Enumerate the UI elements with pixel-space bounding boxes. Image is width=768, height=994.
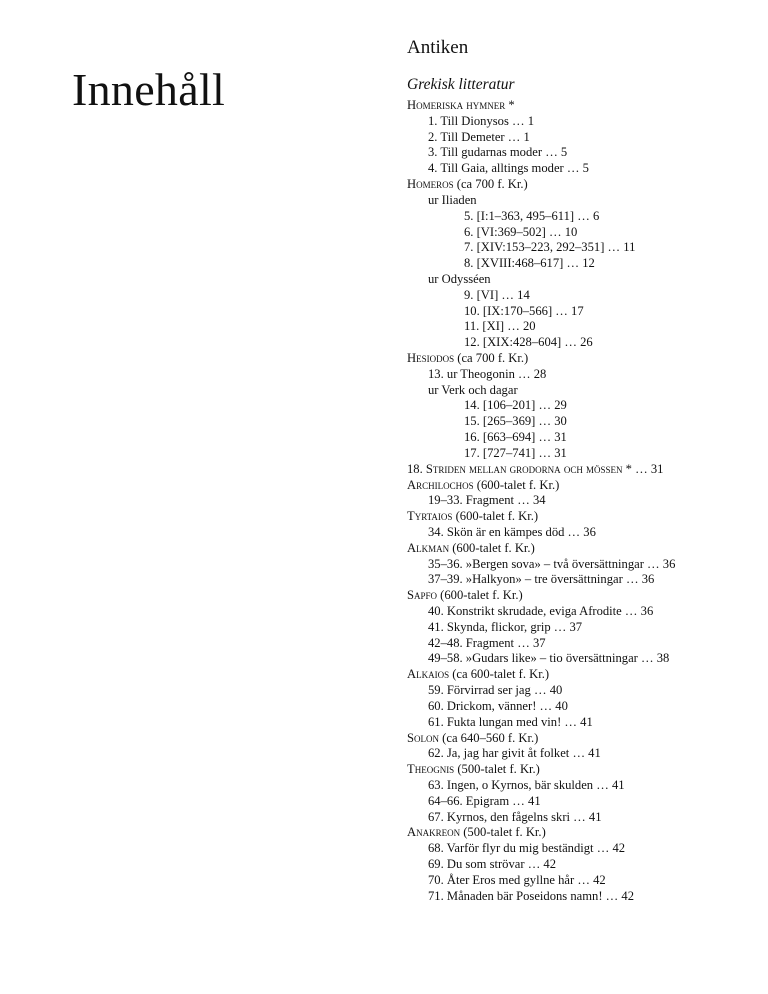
toc-entry-text: 68. Varför flyr du mig beständigt … 42 bbox=[428, 841, 626, 856]
toc-entry-number: 18. bbox=[407, 461, 426, 476]
toc-entry bbox=[407, 620, 752, 636]
toc-entry-text: 2. Till Demeter … 1 bbox=[428, 129, 530, 144]
toc-entry-text: 71. Månaden bär Poseidons namn! … 42 bbox=[428, 888, 635, 903]
toc-entry bbox=[407, 319, 752, 335]
toc-author-entry bbox=[407, 541, 752, 557]
toc-entry bbox=[407, 699, 752, 715]
toc-entry bbox=[407, 193, 752, 209]
toc-entry bbox=[407, 746, 752, 762]
toc-heading-smallcaps: Hesiodos bbox=[407, 351, 455, 365]
toc-entry-text: 6. [VI:369–502] … 10 bbox=[464, 224, 578, 239]
toc-entry bbox=[407, 525, 752, 541]
toc-author-entry bbox=[407, 731, 752, 747]
toc-entry bbox=[407, 683, 752, 699]
toc-entry bbox=[407, 794, 752, 810]
toc-heading-smallcaps: Archilochos bbox=[407, 477, 474, 492]
toc-entry bbox=[407, 636, 752, 652]
toc-author-entry bbox=[407, 351, 752, 367]
toc-entry bbox=[407, 225, 752, 241]
table-of-contents bbox=[407, 98, 752, 904]
toc-entry-text: (ca 600-talet f. Kr.) bbox=[449, 667, 550, 682]
toc-entry-text: 59. Förvirrad ser jag … 40 bbox=[428, 683, 563, 698]
toc-entry-text: ur Odysséen bbox=[428, 271, 491, 286]
toc-entry bbox=[407, 604, 752, 620]
toc-entry bbox=[407, 256, 752, 272]
section-title: Antiken bbox=[407, 37, 469, 58]
toc-entry-text: 42–48. Fragment … 37 bbox=[428, 635, 546, 650]
toc-author-entry bbox=[407, 177, 752, 193]
toc-entry bbox=[407, 383, 752, 399]
toc-entry bbox=[407, 557, 752, 573]
toc-entry-text: 13. ur Theogonin … 28 bbox=[428, 366, 547, 381]
toc-entry-text: 49–58. »Gudars like» – tio översättningar … 38 bbox=[428, 651, 670, 666]
toc-entry bbox=[407, 810, 752, 826]
toc-entry-text: … 31 bbox=[631, 461, 664, 476]
toc-heading-smallcaps: Homeriska hymner * bbox=[407, 98, 515, 112]
toc-heading-smallcaps: Solon bbox=[407, 730, 440, 745]
toc-heading-smallcaps: Striden mellan grodorna och mössen * bbox=[425, 461, 632, 476]
toc-author-entry bbox=[407, 462, 752, 478]
toc-entry bbox=[407, 873, 752, 889]
toc-author-entry bbox=[407, 98, 752, 114]
toc-entry bbox=[407, 651, 752, 667]
toc-entry bbox=[407, 114, 752, 130]
toc-entry-text: 40. Konstrikt skrudade, eviga Afrodite … 36 bbox=[428, 604, 654, 618]
toc-entry-text: (ca 640–560 f. Kr.) bbox=[439, 730, 539, 745]
toc-entry-text: 41. Skynda, flickor, grip … 37 bbox=[428, 619, 583, 634]
toc-heading-smallcaps: Anakreon bbox=[407, 825, 461, 840]
toc-entry-text: 69. Du som strövar … 42 bbox=[428, 857, 557, 871]
toc-heading-smallcaps: Alkaios bbox=[407, 667, 450, 682]
toc-entry-text: 63. Ingen, o Kyrnos, bär skulden … 41 bbox=[428, 777, 625, 792]
toc-entry-text: 15. [265–369] … 30 bbox=[464, 414, 567, 429]
toc-author-entry bbox=[407, 825, 752, 841]
toc-entry-text: 14. [106–201] … 29 bbox=[464, 398, 567, 413]
toc-entry-text: (600-talet f. Kr.) bbox=[437, 588, 523, 603]
toc-entry bbox=[407, 889, 752, 905]
toc-entry-text: 60. Drickom, vänner! … 40 bbox=[428, 698, 568, 713]
toc-heading-smallcaps: Sapfo bbox=[407, 588, 438, 603]
toc-heading-smallcaps: Theognis bbox=[407, 762, 455, 777]
toc-author-entry bbox=[407, 762, 752, 778]
toc-entry-text: 17. [727–741] … 31 bbox=[464, 445, 567, 460]
subsection-title: Grekisk litteratur bbox=[407, 76, 515, 93]
toc-entry-text: 1. Till Dionysos … 1 bbox=[428, 113, 535, 128]
toc-entry-text: 37–39. »Halkyon» – tre översättningar … 36 bbox=[428, 572, 655, 587]
toc-entry bbox=[407, 161, 752, 177]
toc-entry-text: 64–66. Epigram … 41 bbox=[428, 793, 541, 808]
toc-entry bbox=[407, 145, 752, 161]
toc-entry bbox=[407, 304, 752, 320]
toc-entry bbox=[407, 857, 752, 873]
toc-entry bbox=[407, 446, 752, 462]
toc-entry-text: 67. Kyrnos, den fågelns skri … 41 bbox=[428, 809, 602, 824]
toc-entry bbox=[407, 272, 752, 288]
toc-author-entry bbox=[407, 478, 752, 494]
toc-entry-text: 10. [IX:170–566] … 17 bbox=[464, 303, 584, 318]
toc-entry bbox=[407, 367, 752, 383]
toc-entry-text: 62. Ja, jag har givit åt folket … 41 bbox=[428, 746, 601, 761]
toc-entry bbox=[407, 130, 752, 146]
toc-entry-text: 8. [XVIII:468–617] … 12 bbox=[464, 256, 595, 271]
toc-entry bbox=[407, 572, 752, 588]
toc-author-entry bbox=[407, 667, 752, 683]
toc-entry bbox=[407, 414, 752, 430]
toc-entry-text: 9. [VI] … 14 bbox=[464, 287, 530, 302]
toc-author-entry bbox=[407, 509, 752, 525]
toc-entry bbox=[407, 493, 752, 509]
toc-entry bbox=[407, 430, 752, 446]
toc-entry bbox=[407, 841, 752, 857]
toc-entry-text: (500-talet f. Kr.) bbox=[454, 762, 540, 777]
toc-entry-text: (600-talet f. Kr.) bbox=[449, 540, 535, 555]
toc-entry bbox=[407, 335, 752, 351]
toc-entry-text: (ca 700 f. Kr.) bbox=[453, 177, 528, 192]
toc-entry-text: (600-talet f. Kr.) bbox=[452, 509, 539, 524]
toc-entry-text: 35–36. »Bergen sova» – två översättningar … 36 bbox=[428, 556, 676, 571]
toc-entry-text: 70. Åter Eros med gyllne hår … 42 bbox=[428, 872, 606, 887]
toc-entry bbox=[407, 209, 752, 225]
toc-entry-text: (500-talet f. Kr.) bbox=[460, 825, 546, 840]
page-title: Innehåll bbox=[72, 63, 226, 115]
toc-entry bbox=[407, 398, 752, 414]
toc-entry-text: 12. [XIX:428–604] … 26 bbox=[464, 335, 593, 350]
toc-entry-text: ur Iliaden bbox=[428, 192, 477, 207]
toc-entry-text: (ca 700 f. Kr.) bbox=[454, 351, 529, 365]
toc-entry bbox=[407, 715, 752, 731]
toc-entry-text: ur Verk och dagar bbox=[428, 382, 518, 397]
toc-entry-text: 11. [XI] … 20 bbox=[464, 319, 536, 334]
toc-entry bbox=[407, 288, 752, 304]
toc-entry bbox=[407, 240, 752, 256]
toc-heading-smallcaps: Tyrtaios bbox=[407, 509, 453, 524]
toc-entry-text: 16. [663–694] … 31 bbox=[464, 430, 567, 445]
toc-author-entry bbox=[407, 588, 752, 604]
toc-heading-smallcaps: Alkman bbox=[407, 540, 450, 555]
toc-heading-smallcaps: Homeros bbox=[407, 177, 454, 192]
toc-entry-text: 19–33. Fragment … 34 bbox=[428, 493, 546, 508]
toc-entry-text: 4. Till Gaia, alltings moder … 5 bbox=[428, 161, 589, 176]
toc-entry-text: 7. [XIV:153–223, 292–351] … 11 bbox=[464, 240, 636, 255]
toc-entry-text: 34. Skön är en kämpes död … 36 bbox=[428, 524, 596, 539]
toc-entry-text: 5. [I:1–363, 495–611] … 6 bbox=[464, 208, 600, 223]
toc-entry-text: 3. Till gudarnas moder … 5 bbox=[428, 145, 568, 160]
toc-entry-text: 61. Fukta lungan med vin! … 41 bbox=[428, 714, 593, 729]
toc-entry bbox=[407, 778, 752, 794]
toc-entry-text: (600-talet f. Kr.) bbox=[473, 477, 560, 492]
